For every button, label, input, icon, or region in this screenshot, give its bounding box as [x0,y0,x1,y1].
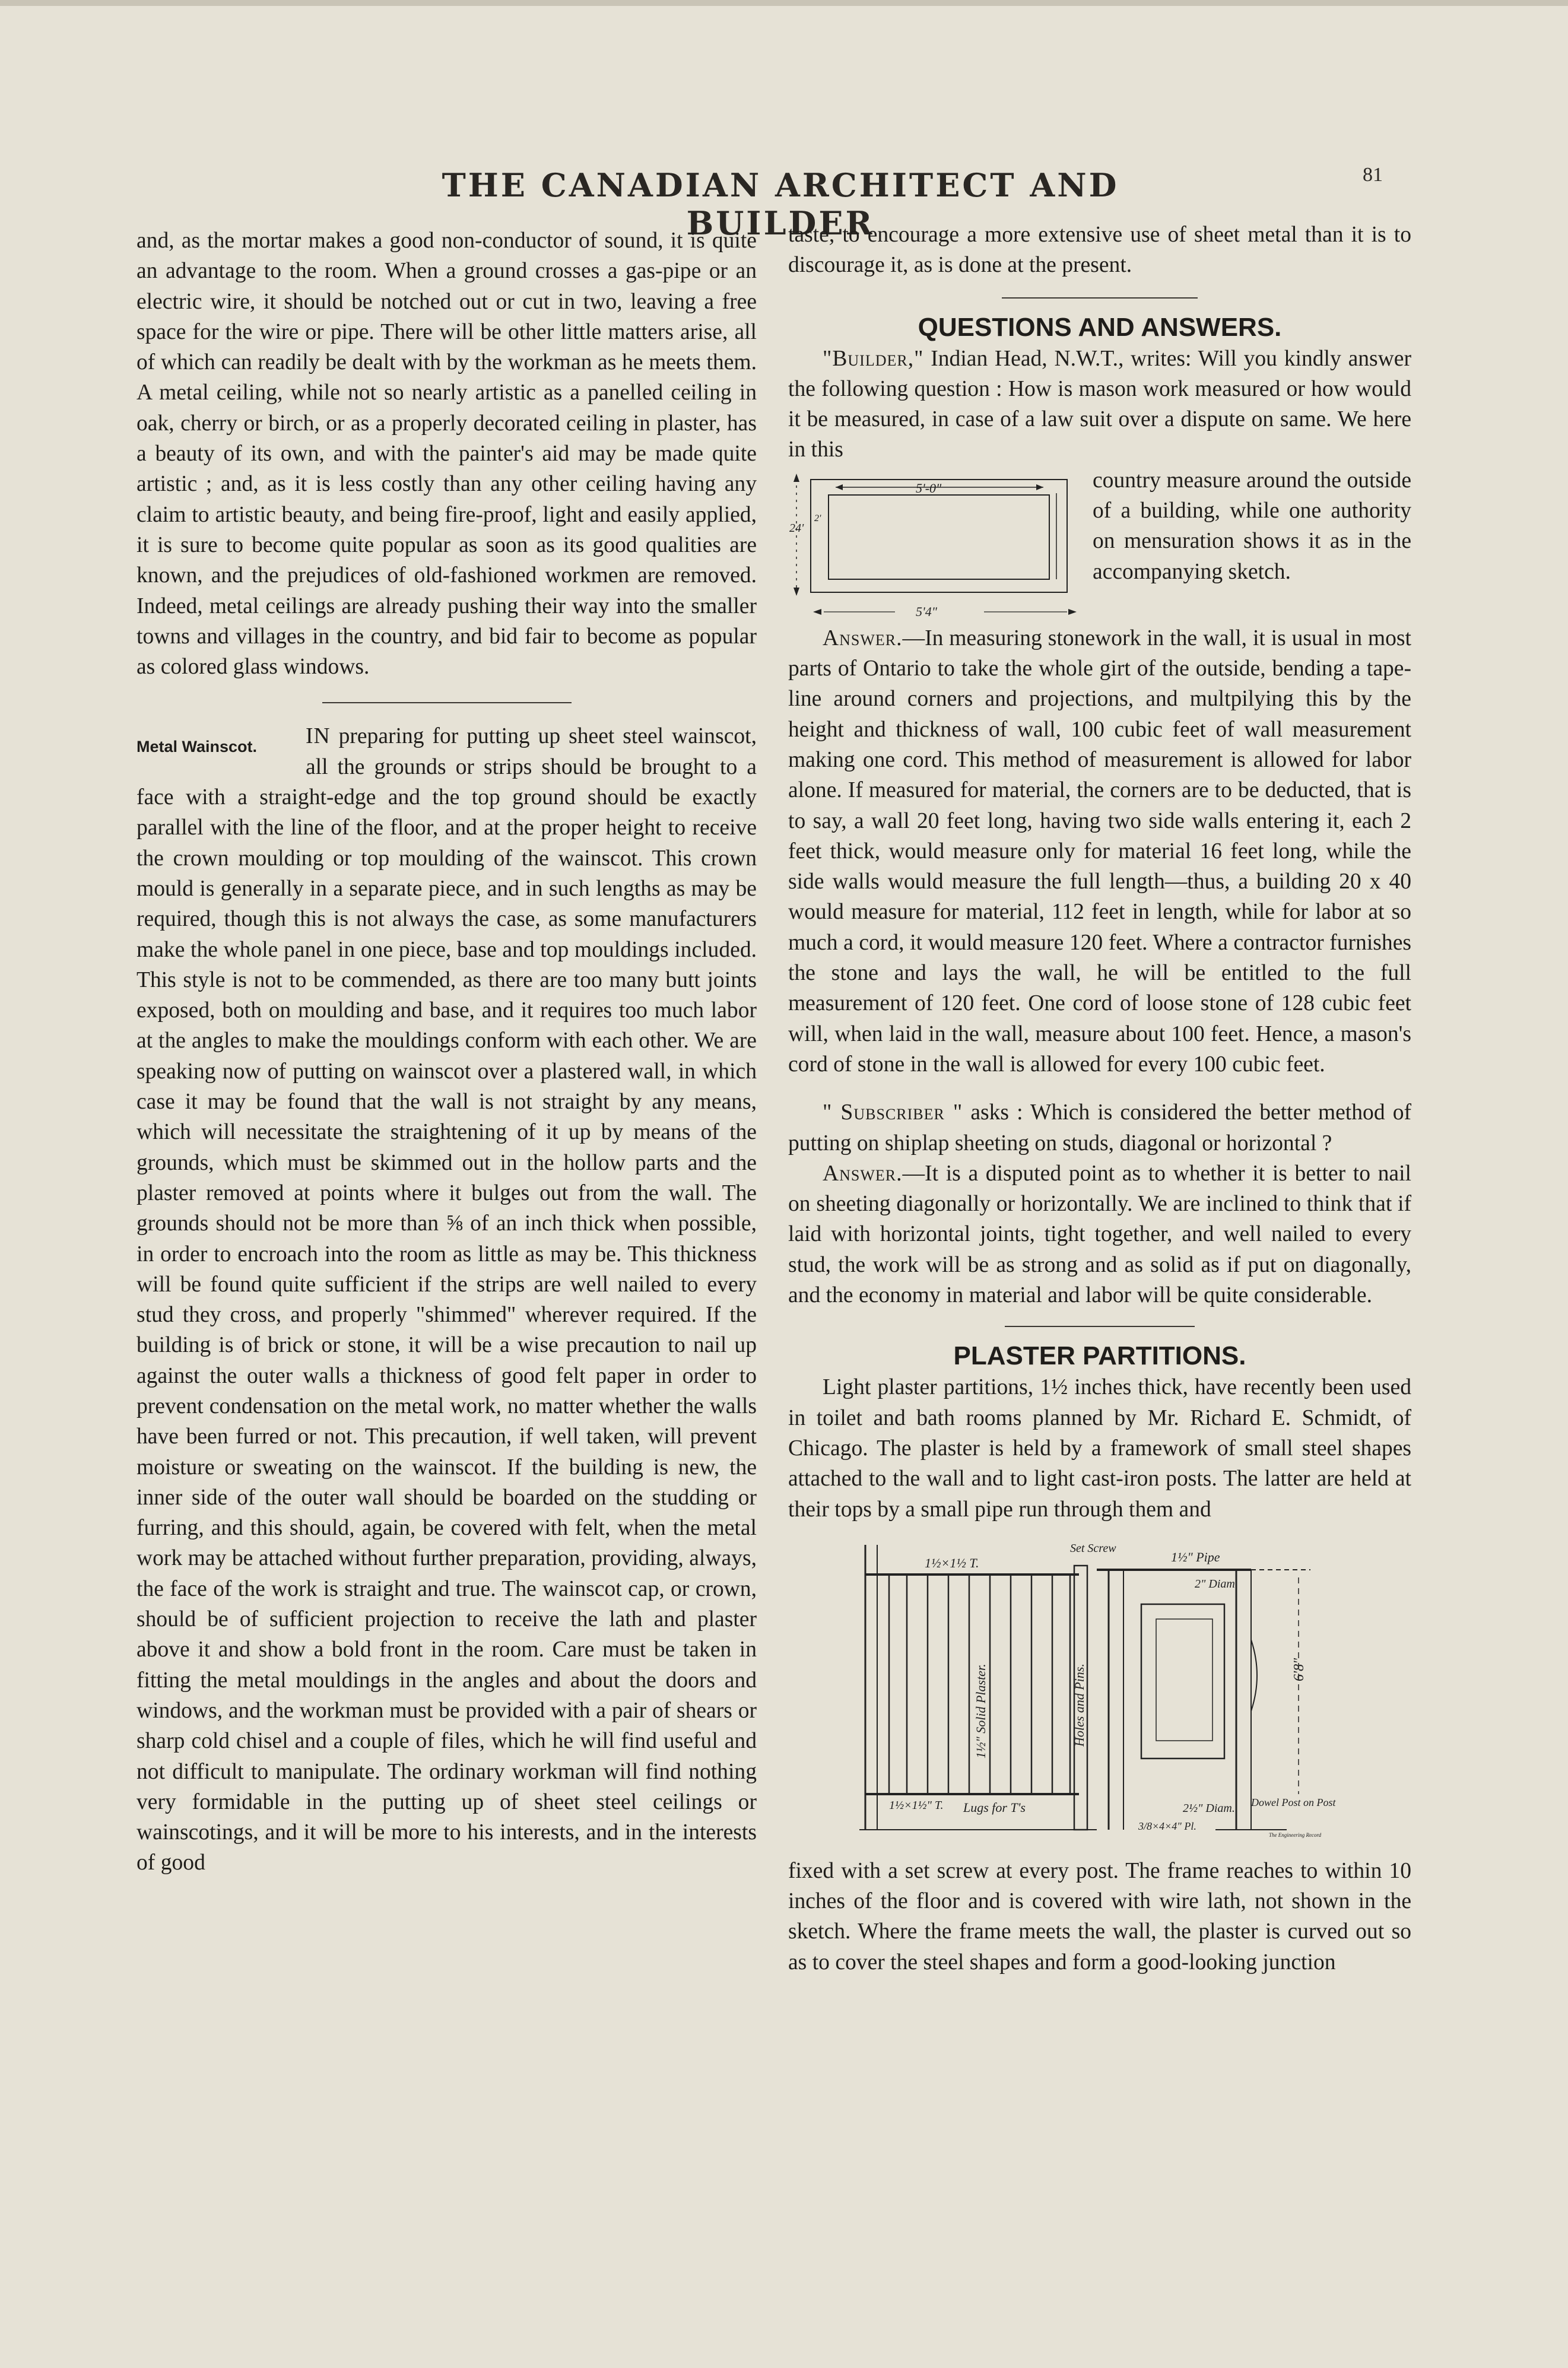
answer-lead: Answer. [823,626,903,650]
divider [1005,1326,1195,1327]
correspondent-name: " Subscriber " [823,1100,963,1125]
question-paragraph: " Subscriber " asks : Which is considered the better method of putting on shiplap sheeting on studs, diagonal or horizontal ? [788,1100,1411,1156]
answer-paragraph: Answer.—It is a disputed point as to whether it is better to nail on sheeting diagonally or horizontally. We are inclined to think that if laid with horizontal joints, tight together, and well nailed to every stud, the work will be as strong and as solid as if put on diagonally, and the economy in material and labor will be quite considerable. [788,1161,1411,1308]
divider [1002,297,1198,299]
top-edge-rule [0,0,1568,6]
lugs-label: Lugs for T's [963,1799,1026,1815]
pipe-label: 1½" Pipe [1171,1549,1220,1564]
running-head: THE CANADIAN ARCHITECT AND BUILDER [442,166,1119,242]
top-diameter-label: 2" Diam. [1195,1577,1238,1591]
question-paragraph-cont: country measure around the outside of a building, while one authority on mensuration shows it as in the accompanying sketch. [1093,468,1411,584]
question-paragraph: "Builder," Indian Head, N.W.T., writes: Will you kindly answer the following question : How is mason work measured or how would it be measured, in case of a law suit over a dispute on same. We here in this [788,346,1411,462]
paragraph: and, as the mortar makes a good non-conductor of sound, it is quite an advantage to the room. When a ground crosses a gas-pipe or an electric wire, it should be notched out or cut in two, leaving a free space for the wire or pipe. There will be other little matters arise, all of which can readily be dealt with by the workman as he meets them. A metal ceiling, while not so nearly artistic as a panelled ceiling in oak, cherry or birch, or as a properly decorated ceiling in plaster, has a beauty of its own, and with the painter's aid may be made quite artistic ; and, as it is less costly than any other ceiling having any claim to artistic beauty, and being fire-proof, light and easily applied, it is sure to become quite popular as soon as its good qualities are known, and the prejudices of old-fashioned workmen are removed. Indeed, metal ceilings are already pushing their way into the smaller towns and villages in the country, and bid fair to become as popular as colored glass windows. [137,228,757,680]
page-number: 81 [1363,164,1383,186]
paragraph: preparing for putting up sheet steel wainscot, all the grounds or strips should be brought to a face with a straight-edge and the top ground should be exactly parallel with the line of the floor, and at the proper height to receive the crown moulding or top moulding of the wainscot. This crown mould is generally in a separate piece, and in such lengths as may be required, though this is not always the case, as some manufacturers make the whole panel in one piece, base and top mouldings included. This style is not to be commended, as there are too many butt joints exposed, both on moulding and base, and it requires too much labor at the angles to make the mouldings conform with each other. We are speaking now of putting on wainscot over a plastered wall, in which case it may be found that the wall is not straight by any means, which will necessitate the straightening of it up by means of the grounds, which must be skimmed out in the hollow parts and the plaster removed at points where it bulges out from the wall. The grounds should not be more than ⅝ of an inch thick when possible, in order to encroach into the room as little as may be. This thickness will be found quite sufficient if the strips are well nailed to every stud they cross, and properly "shimmed" wherever required. If the building is of brick or stone, it will be a wise precaution to nail up against the outer walls a thickness of good felt paper in order to prevent condensation on the metal work, no matter whether the walls have been furred or not. This precaution, if well taken, will prevent moisture or sweating on the wainscot. If the building is new, the inner side of the outer wall should be boarded on the studding or furring, and this should, again, be covered with felt, when the metal work may be attached without further preparation, providing, always, the face of the work is straight and true. The wainscot cap, or crown, should be of sufficient projection to receive the lath and plaster above it and show a bold front in the room. Care must be taken in fitting the metal mouldings in the angles and about the doors and windows, and the workman must be provided with a pair of shears or sharp cold chisel and a couple of files, which he will find useful and not difficult to manipulate. The ordinary workman will find nothing very formidable in the putting up of sheet steel ceilings or wainscotings, and it will be more to his interests, and in the interests of good [137,724,757,1875]
answer-paragraph: Answer.—In measuring stonework in the wall, it is usual in most parts of Ontario to take the whole girt of the outside, bending a tape-line around corners and projections, and multpilying this by the height and thickness of wall, 100 cubic feet of wall measurement making one cord. This method of measurement is allowed for labor alone. If measured for material, the corners are to be deducted, that is to say, a wall 20 feet long, having two side walls entering it, each 2 feet thick, would measure only for material 16 feet long, while the side walls would measure the full length—thus, a building 20 x 40 would measure for material, 112 feet in length, while for labor at so much a cord, it would measure 120 feet. Where a contractor furnishes the stone and lays the wall, he will be entitled to the full measurement of 120 feet. One cord of loose stone of 128 cubic feet will, when laid in the wall, measure about 100 feet. Hence, a mason's cord of stone in the wall is allowed for every 100 cubic feet. [788,626,1411,1077]
answer-lead: Answer. [823,1161,903,1186]
left-column [137,226,757,1878]
side-label: 2' [814,513,821,523]
figure-credit: The Engineering Record [1269,1831,1322,1838]
plate-label: 3/8×4×4" Pl. [1138,1820,1196,1832]
paragraph: Light plaster partitions, 1½ inches thick, have recently been used in toilet and bath rooms planned by Mr. Richard E. Schmidt, of Chicago. The plaster is held by a framework of small steel shapes attached to the wall and to light cast-iron posts. The latter are held at their tops by a small pipe run through them and [788,1375,1411,1522]
divider [322,702,572,703]
outer-dimension-label: 5'4" [916,604,937,619]
section-heading: PLASTER PARTITIONS. [953,1341,1246,1371]
paragraph: fixed with a set screw at every post. The frame reaches to within 10 inches of the floor and is covered with wire lath, not shown in the sketch. Where the frame meets the wall, the plaster is curved out so as to cover the steel shapes and form a good-looking junction [788,1858,1411,1975]
bottom-diameter-label: 2½" Diam. [1183,1801,1235,1815]
sidenote-heading: Metal Wainscot. [137,738,258,756]
section-heading: QUESTIONS AND ANSWERS. [918,312,1282,342]
height-dimension-label: 6'8" [1291,1658,1307,1681]
bottom-tee-label: 1½×1½" T. [889,1798,944,1812]
metal-wainscot-article [137,721,757,1878]
paragraph: taste, to encourage a more extensive use of sheet metal than it is to discourage it, as is done at the present. [788,223,1411,278]
top-tee-label: 1½×1½ T. [925,1555,979,1570]
height-label: 24' [789,521,804,535]
sketch-block [788,465,1411,619]
inner-dimension-label: 5'-0" [916,480,942,496]
wall-measurement-sketch [788,466,1082,621]
plaster-partition-drawing [800,1533,1394,1848]
holes-pins-label: Holes and Pins. [1072,1663,1087,1747]
right-column [788,220,1411,1977]
set-screw-label: Set Screw [1070,1541,1116,1555]
solid-plaster-label: 1½" Solid Plaster. [973,1664,988,1758]
correspondent-name: "Builder," [823,346,924,371]
dowel-label: Dowel Post on Post [1251,1796,1336,1808]
drop-lead: IN [306,724,331,749]
